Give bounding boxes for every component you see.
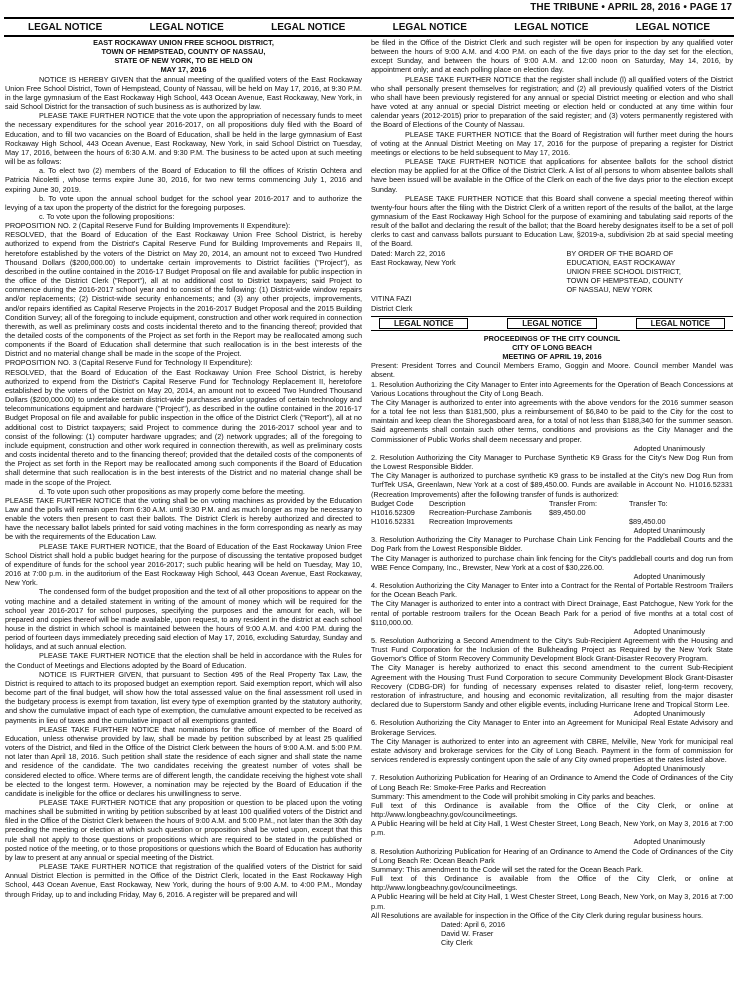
council-body <box>371 361 733 498</box>
heading-line: CITY OF LONG BEACH <box>512 343 592 352</box>
order-line: BY ORDER OF THE BOARD OF <box>566 248 674 258</box>
transfer-table <box>371 499 733 526</box>
notice-paragraph: 4. Resolution Authorizing the City Manager to Enter into a Contract for the Rental of Portable Restroom Trailers for the Ocean Beach Park. <box>371 581 733 600</box>
council-heading <box>371 334 733 361</box>
page-masthead: THE TRIBUNE • APRIL 28, 2016 • PAGE 17 <box>530 2 732 13</box>
bar-label: LEGAL NOTICE <box>379 318 468 329</box>
table-header: Transfer From: <box>549 498 597 508</box>
notice-paragraph: PLEASE TAKE FURTHER NOTICE that the election shall be held in accordance with the Rules for the Conduct of Meetings and Elections adopted by the Board of Education. <box>5 651 362 670</box>
table-cell: $89,450.00 <box>629 516 666 526</box>
notice-paragraph: 6. Resolution Authorizing the City Manager to Enter into an Agreement for Municipal Real Estate Advisory and Brokerage Services. <box>371 718 733 737</box>
notice-paragraph: Full text of this Ordinance is available from the Office of the City Clerk, or online at http://www.longbeachny.gov/councilmeetings. <box>371 874 733 893</box>
notice-paragraph: The City Manager is authorized to enter into agreements with the above vendors for the 2016 summer season for a total fee not less than $181,500, plus a reimbursement of $6,840 to be paid to the City for the cost to maintain and keep clean the Shoregasboard area, for a total of not less than $188,340 for the summer season. Said agreements shall contain such other terms, conditions and provisions as the City Manager and the Commissioner of Public Works shall deem necessary and proper. <box>371 397 733 444</box>
signature-block <box>371 249 733 295</box>
notice-paragraph: be filed in the Office of the District Clerk and such register will be open for inspection by any qualified voter between the hours of 9:00 A.M. and 4:00 P.M. on each of the five days prior to the day set for the election, except Sunday, and between the hours of 9:00 A.M. and 12:00 noon on Saturday, May 14, 2016, by appointment only; and at each polling place on election day. <box>371 38 733 75</box>
notice-paragraph: PLEASE TAKE FURTHER NOTICE that this Board shall convene a special meeting thereof within twenty-four hours after the filing with the District Clerk of a written report of the results of the ballot, at the large gymnasium of the East Rockaway High School for the purpose of examining and tabulating said reports of the result of the ballot and declaring the result of the ballot; that the Board hereby designates itself to be a set of poll clerks to cast and canvass ballots pursuant to Education Law, §2019-a, subdivision 2b at said special meeting of the Board. <box>371 193 733 249</box>
banner-label: LEGAL NOTICE <box>392 21 467 33</box>
notice-paragraph: Summary: This amendment to the Code will set the rated for the Ocean Beach Park. <box>371 864 644 874</box>
notice-paragraph: RESOLVED, that the Board of Education of the East Rockaway Union Free School District, is hereby authorized to expend from the District's Capital Reserve Fund for Building Improvements and Repairs II, heretofore established by the voters of the District on May 20, 2014, an amount not to exceed Two Hundred Thousand Dollars ($200,000.00) to undertake certain improvements to District facilities ("Project"), as described in the outline contained in the 2016-17 Budget Proposal on file and available for public inspection in the office of the District Clerk ("Report"), all at no additional cost to District taxpayers; said Project to commence during the 2016-2017 school year and to consist of the following: (1) District-wide window repairs and/or replacements; (2) District-wide security enhancements; and (3) any other projects, improvements, and/or repairs identified as Capital Reserve Projects in the 2016-2017 Budget Proposal and the 2015 Building Condition Survey; all of the foregoing to include equipment, construction and other work required in connection therewith, as well as preliminary costs and costs incidental thereto and to the financing thereof; provided that the detailed costs of the components of the Project as set forth in the Report may be reallocated among such components if the Board of Education shall determine that such reallocation is in the best interests of the District and no material change shall be made in the scope of the Project. <box>5 230 362 359</box>
notice-paragraph: PROPOSITION NO. 3 (Capital Reserve Fund for Technology II Expenditure): <box>5 358 253 368</box>
school-district-notice-column <box>5 38 362 899</box>
table-cell <box>629 508 699 517</box>
table-header: Budget Code <box>371 498 414 508</box>
adopted-note: Adopted Unanimously <box>633 764 705 774</box>
heading-line: TOWN OF HEMPSTEAD, COUNTY OF NASSAU, <box>101 47 266 57</box>
place-line: East Rockaway, New York <box>371 257 456 267</box>
notice-paragraph: Full text of this Ordinance is available from the Office of the City Clerk, or online at http://www.longbeachny.gov/councilmeetings. <box>371 800 733 819</box>
heading-line: EAST ROCKAWAY UNION FREE SCHOOL DISTRICT, <box>93 38 274 47</box>
notice-paragraph: A Public Hearing will be held at City Hall, 1 West Chester Street, Long Beach, New York, on May 3, 2016 at 7:00 p.m. <box>371 892 733 911</box>
adopted-note: Adopted Unanimously <box>633 443 705 453</box>
notice-paragraph: All Resolutions are available for inspection in the Office of the City Clerk during regular business hours. <box>371 910 704 920</box>
clerk-name: David W. Fraser <box>441 929 494 938</box>
notice-paragraph: 7. Resolution Authorizing Publication for Hearing of an Ordinance to Amend the Code of Ordinances of the City of Long Beach Re: Smoke-Free Parks and Recreation <box>371 773 733 792</box>
table-cell: Recreation-Purchase Zambonis <box>429 507 532 517</box>
notice-paragraph: PLEASE TAKE FURTHER NOTICE that the register shall include (l) all qualified voters of the District who shall personally present themselves for registration; and (2) all previously qualified voters of the District who shall have been previously registered for any annual or special District meeting or election and who shall have voted at any annual or special District meeting or election held or conducted at any time within four calendar years (2012-2015) prior to preparation of the said register; and (3) voters permanently registered with the Board of Elections of the County of Nassau. <box>371 74 733 130</box>
notice-paragraph: d. To vote upon such other propositions as may properly come before the meeting. <box>39 486 305 496</box>
table-cell: H1016.52331 <box>371 516 415 526</box>
heading-line: MEETING OF APRIL 19, 2016 <box>502 352 602 362</box>
signer-name: VITINA FAZI <box>371 294 412 304</box>
heading-line: STATE OF NEW YORK, TO BE HELD ON <box>114 56 253 66</box>
notice-paragraph: 1. Resolution Authorizing the City Manager to Enter into Agreements for the Operation of Beach Concessions at Various Locations throughout the City of Long Beach. <box>371 379 733 398</box>
notice-paragraph: 3. Resolution Authorizing the City Manager to Purchase Chain Link Fencing for the Paddleball Courts and the Dog Park from the Lowest Responsible Bidder. <box>371 535 733 554</box>
heading-line: MAY 17, 2016 <box>160 65 207 75</box>
notice-paragraph: PROPOSITION NO. 2 (Capital Reserve Fund for Building Improvements II Expenditure): <box>5 221 291 231</box>
notice-paragraph: 8. Resolution Authorizing Publication for Hearing of an Ordinance to Amend the Code of Ordinances of the City of Long Beach Re: Ocean Beach Park <box>371 846 733 865</box>
notice-paragraph: PLEASE TAKE FURTHER NOTICE that applications for absentee ballots for the school district election may be applied for at the Office of the District Clerk. A list of all persons to whom absentee ballots shall have been issued will be available in the Office of the Clerk on each of the five days prior to the election except Sunday. <box>371 157 733 194</box>
notice-paragraph: The City Manager is authorized to enter into an agreement with CBRE, Melville, New York for municipal real estate advisory and brokerage services for the City of Long Beach. Payment in the form of commission for services rendered is expressly contingent upon the sale of any City owned properties at the rates listed above. <box>371 736 733 765</box>
table-header: Description <box>429 498 466 508</box>
order-line: TOWN OF HEMPSTEAD, COUNTY <box>566 276 684 286</box>
adopted-note: Adopted Unanimously <box>633 837 705 847</box>
banner-label: LEGAL NOTICE <box>635 21 710 33</box>
notice-paragraph: RESOLVED, that the Board of Education of the East Rockaway Union Free School District, is hereby authorized to expend from the District's Capital Reserve Fund for Technology Replacement II, heretofore established by the voters of the District on May 20, 2014, an amount not to exceed Two Hundred Thousand Dollars ($200,000.00) to undertake certain district-wide purchases and/or upgrades of certain technology and telecommunications equipment and hardware ("Project"), as described in the outline contained in the 2016-17 Budget Proposal on file and available for public inspection in the office of the District Clerk ("Report"), all at no additional cost to District taxpayers; said Project to commence during the 2016-2017 school year and to consist of the following: (1) computer hardware upgrades; and (2) network upgrades; all of the foregoing to include equipment, construction and other work required in connection therewith, as well as preliminary costs and costs incidental thereto and to the financing thereof; provided that the detailed costs of the components of the Project as set forth in the Report may be reallocated among such components if the Board of Education shall determine that such reallocation is in the best interests of the District and no material change shall be made in the scope of the Project. <box>5 367 362 487</box>
dated-line: Dated: March 22, 2016 <box>371 248 446 258</box>
notice-paragraph: PLEASE TAKE FURTHER NOTICE that the voting shall be on voting machines as provided by the Education Law and the polls will remain open from 6:30 A.M. until 9:30 P.M. and as much longer as may be necessary to enable the voters then present to cast their ballots. The District Clerk is hereby authorized and directed to have the necessary ballot labels printed for said voting machines in the form corresponding as nearly as may be with the requirements of the Education Law. <box>5 495 362 542</box>
bar-label: LEGAL NOTICE <box>507 318 596 329</box>
table-cell: H1016.52309 <box>371 507 415 517</box>
signer-title: District Clerk <box>371 303 413 313</box>
notice-paragraph: PLEASE TAKE FURTHER NOTICE that the vote upon the appropriation of necessary funds to meet the necessary expenditures for the school year 2016-2017, on all propositions duly filed with the Board of Education, and to fill two vacancies on the Board of Education, shall be held in the large gymnasium of East Rockaway High School, 443 Ocean Avenue, East Rockaway, New York, in said School District on Tuesday, May 17, 2016, between the hours of 6:30 A.M. and 9:30 P.M. The business to be acted upon at such meeting will be as follows: <box>5 111 362 167</box>
notice-body-continued <box>371 38 733 249</box>
notice-paragraph: PLEASE TAKE FURTHER NOTICE that any proposition or question to be placed upon the voting machines shall be submitted in writing by petition subscribed by at least 100 qualified voters of the District and filed in the Office of the District Clerk between the hours of 9:00 A.M. and 5:00 P.M., not later than the 30th day preceding the meeting or election at which such question or proposition shall be voted upon, except that this rule shall not apply to those questions or propositions which are required to be stated in the published or posted notice of the meeting, or to those propositions or questions which the Board of Education has authority by law to present at any annual or special meeting of the District. <box>5 797 362 862</box>
banner-label: LEGAL NOTICE <box>514 21 589 33</box>
banner-label: LEGAL NOTICE <box>271 21 346 33</box>
notice-paragraph: The City Manager is hereby authorized to enact this second amendment to the current Sub-Recipient Agreement with the Housing Trust Fund Corporation to secure Community Development Block Grant-Disaster Recovery (CDBG-DR) for funding of necessary expenses related to disaster relief, long-term recovery, restoration of infrastructure, and housing and economic revitalization, all resulting from the major disaster declared due to Superstorm Sandy and other eligible events, including Hurricane Irene and Tropical Storm Lee. <box>371 663 733 710</box>
heading-line: PROCEEDINGS OF THE CITY COUNCIL <box>483 333 621 343</box>
bar-label: LEGAL NOTICE <box>636 318 725 329</box>
legal-notice-banner <box>4 17 734 37</box>
notice-paragraph: Summary: This amendment to the Code will prohibit smoking in City parks and beaches. <box>371 791 656 801</box>
table-cell <box>549 517 629 526</box>
clerk-signature <box>371 920 733 947</box>
notice-paragraph: The City Manager is authorized to enter into a contract with Direct Drainage, East Patchogue, New York for the rental of portable restroom trailers for the Ocean Beach Park for a period of five months at a total cost of $110,000.00. <box>371 599 733 627</box>
notice-paragraph: A Public Hearing will be held at City Hall, 1 West Chester Street, Long Beach, New York, on May 3, 2016 at 7:00 p.m. <box>371 819 733 838</box>
notice-paragraph: PLEASE TAKE FURTHER NOTICE that the Board of Registration will further meet during the hours of voting at the Annual District Meeting on May 17, 2016 for the purpose of preparing a register for District meetings or elections to be held subsequent to May 17, 2016. <box>371 129 733 157</box>
notice-paragraph: NOTICE IS FURTHER GIVEN, that pursuant to Section 495 of the Real Property Tax Law, the District is required to attach to its proposed budget an exemption report. Said exemption report, which will also become part of the final budget, will show how the total assessed value on the final assessment roll used in the budgetary process is exempt from taxation, list every type of exemption granted by the statutory authority, and show the cumulative impact of each type of exemption, the cumulative amount expected to be received as payments in lieu of taxes and the cumulative impact of all exemptions granted. <box>5 669 362 725</box>
clerk-title: City Clerk <box>441 938 473 948</box>
notice-paragraph: PLEASE TAKE FURTHER NOTICE, that the Board of Education of the East Rockaway Union Free School District shall hold a public budget hearing for the purpose of discussing the tentative proposed budget of expenditure of funds for the school year 2016-2017; such public hearing will be held on Tuesday, May 10, 2016 at 7:00 p.m. in the auditorium of the East Rockaway High School, 443 Ocean Avenue, East Rockaway, New York. <box>5 541 362 588</box>
legal-notice-bar <box>371 316 733 331</box>
order-line: EDUCATION, EAST ROCKAWAY <box>566 257 676 267</box>
notice-paragraph: The City Manager is authorized to purchase synthetic K9 grass to be installed at the City's new Dog Run from TurfTek USA, Greenlawn, New York at a cost of $89,450.00. Funds are available in Account No. H1016.52331 (Recreation Improvements) after the following transfer of funds is authorized: <box>371 471 733 499</box>
adopted-note: Adopted Unanimously <box>633 571 705 581</box>
notice-paragraph: The City Manager is authorized to purchase chain link fencing for the City's paddleball courts and dog run from WBE Fence Company, Inc., Brewster, New York at a cost of $30,226.00. <box>371 553 733 572</box>
council-body-continued <box>371 526 733 920</box>
banner-label: LEGAL NOTICE <box>149 21 224 33</box>
table-header: Transfer To: <box>629 498 668 508</box>
adopted-note: Adopted Unanimously <box>633 709 705 719</box>
adopted-note: Adopted Unanimously <box>633 626 705 636</box>
notice-paragraph: PLEASE TAKE FURTHER NOTICE that registration of the qualified voters of the District for said Annual District Election is permitted in the Office of the District Clerk, located in the East Rockaway High School, 443 Ocean Avenue, East Rockaway, New York, during the hours of 9:00 A.M. to 4:00 P.M., Monday through Friday, up to and including Friday, May 6, 2016. A register will be prepared and will <box>5 862 362 899</box>
notice-paragraph: a. To elect two (2) members of the Board of Education to fill the offices of Kristin Ochtera and Patricia Nicoletti , whose terms expire June 30, 2016, for two new terms commencing July 1, 2016 and expiring June 30, 2019. <box>5 166 362 194</box>
order-line: UNION FREE SCHOOL DISTRICT, <box>566 266 681 276</box>
notice-heading <box>5 38 362 75</box>
table-cell: $89,450.00 <box>549 507 586 517</box>
notice-paragraph: 5. Resolution Authorizing a Second Amendment to the City's Sub-Recipient Agreement with the Housing and Trust Fund Corporation for the Inclusion of the Bulkheading Project as Required by the New York State Governor's Office of Storm Recovery Community Development Block Grant-Disaster Recovery Program. <box>371 636 733 664</box>
notice-paragraph: b. To vote upon the annual school budget for the school year 2016-2017 and to authorize the levying of a tax upon the property of the district for the foregoing purposes. <box>5 193 362 212</box>
notice-body <box>5 75 362 899</box>
adopted-note: Adopted Unanimously <box>633 526 705 536</box>
order-line: OF NASSAU, NEW YORK <box>566 285 653 295</box>
table-cell: Recreation Improvements <box>429 516 513 526</box>
notice-paragraph: Present: President Torres and Council Members Eramo, Goggin and Moore. Council member Mandel was absent. <box>371 361 733 380</box>
notice-paragraph: c. To vote upon the following propositions: <box>39 211 175 221</box>
notice-paragraph: The condensed form of the budget proposition and the text of all other propositions to appear on the voting machine and a detailed statement in writing of the amount of money which will be required for the school year 2016-2017 for school purposes, specifying the purposes and the amount for each, will be prepared and copies thereof will be made available, upon request, to any resident in the district at each school house in the district in which school is maintained between the hours of 9:00 A.M. and 4:00 P.M. during the period of fourteen days immediately preceding said election of May 17, 2016, excluding Saturday, Sunday and holidays, and at such annual election. <box>5 587 362 652</box>
banner-label: LEGAL NOTICE <box>28 21 103 33</box>
notice-paragraph: PLEASE TAKE FURTHER NOTICE that nominations for the office of member of the Board of Education, unless otherwise provided by law, shall be made by petition subscribed by at least 25 qualified voters of the District, and filed in the Office of the District Clerk between the hours of 9:00 A.M. and 5:00 P.M. not later than April 18, 2016. Such petition shall state the residence of each signer and shall state the name and residence of the candidate. The two candidates receiving the greatest number of votes shall be considered elected to office. Where terms are of different length, the candidate receiving the highest vote shall be elected to the longest term. However, a nomination may be rejected by the Board of Education if the candidate is ineligible for the office or declares his unwillingness to serve. <box>5 724 362 798</box>
notice-paragraph: 2. Resolution Authorizing the City Manager to Purchase Synthetic K9 Grass for the City's New Dog Run from the Lowest Responsible Bidder. <box>371 452 733 472</box>
right-column <box>371 38 733 947</box>
notice-paragraph: NOTICE IS HEREBY GIVEN that the annual meeting of the qualified voters of the East Rockaway Union Free School District, Town of Hempstead, County of Nassau, will be held on May 17, 2016, at 9:30 P.M. in the large gymnasium of the East Rockaway High School, 443 Ocean Avenue, East Rockaway, New York, in said School District for the transaction of such business as is authorized by law. <box>5 74 362 112</box>
dated-line: Dated: April 6, 2016 <box>441 919 506 929</box>
